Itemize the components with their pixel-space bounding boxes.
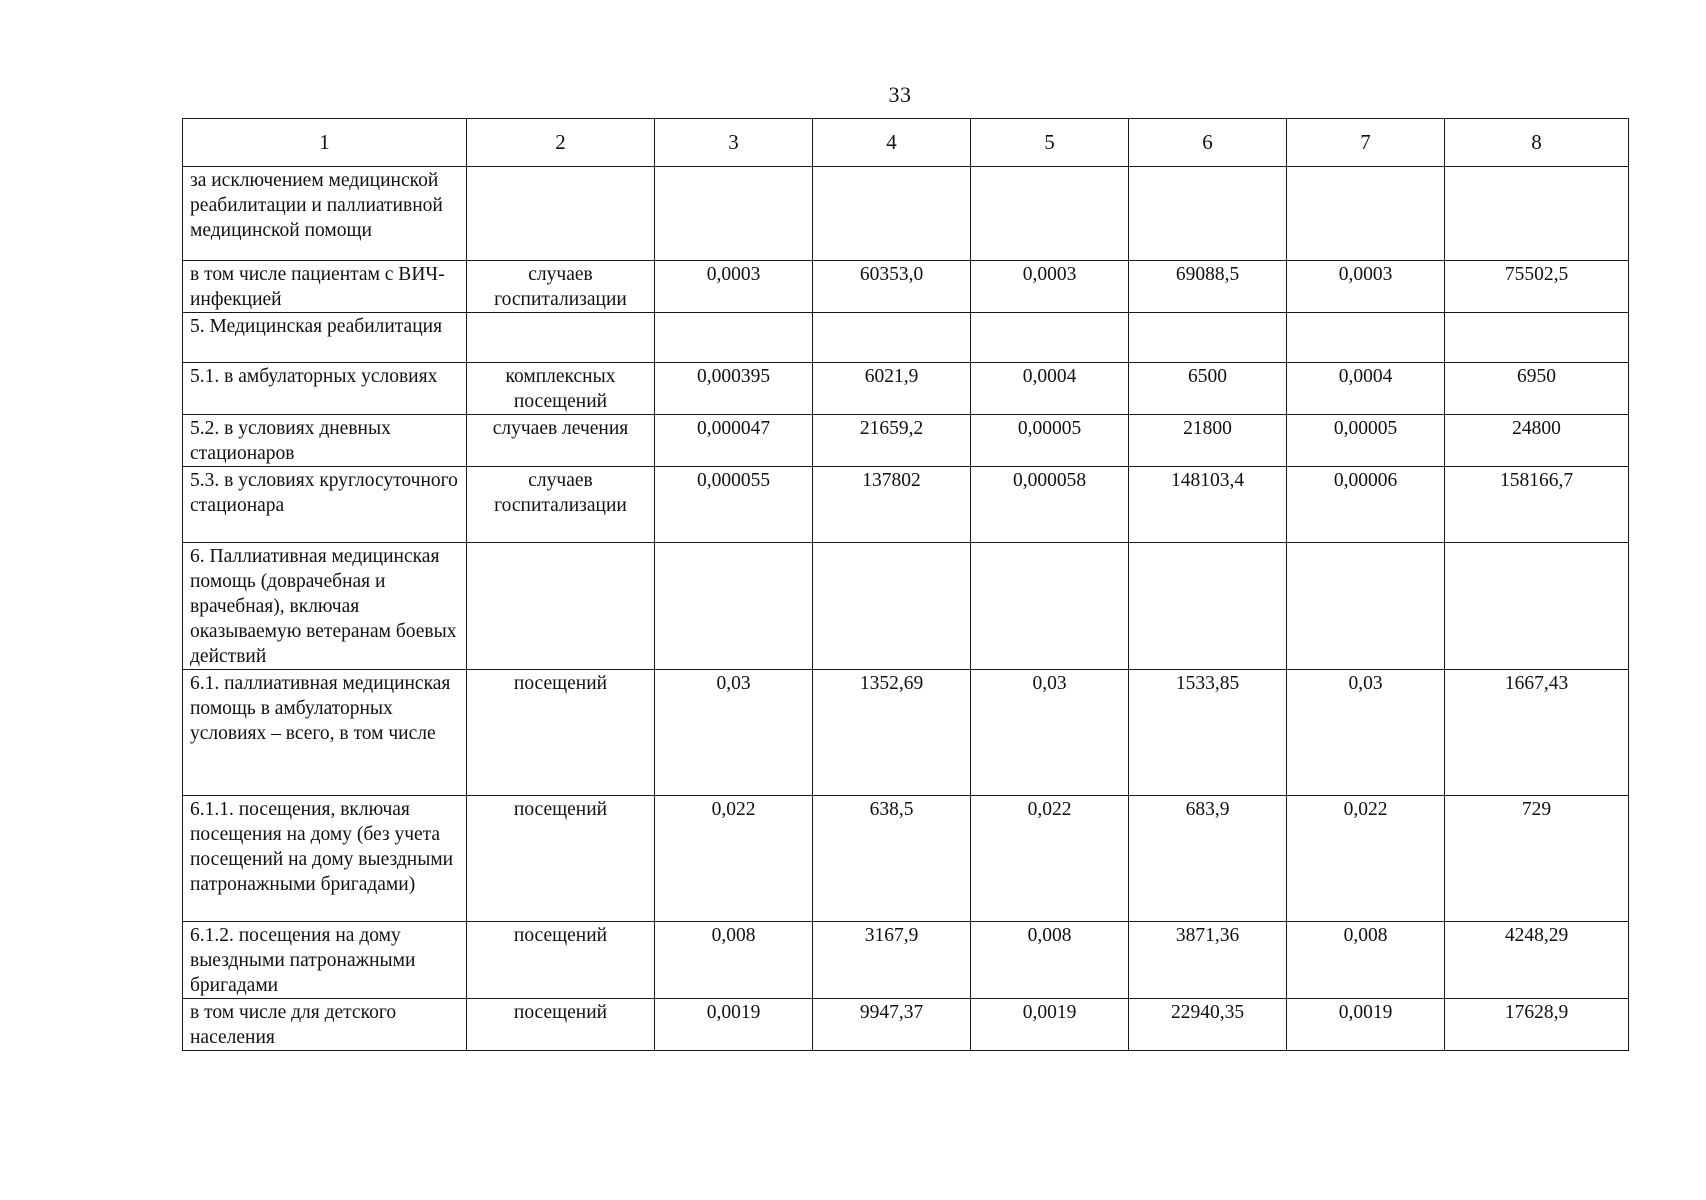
row-value-col8: 17628,9: [1445, 999, 1629, 1051]
row-value-col4: 6021,9: [813, 363, 971, 415]
row-value-col3: [655, 167, 813, 261]
table-row: [183, 415, 1629, 467]
row-value-col5: 0,022: [971, 796, 1129, 922]
row-value-col3: 0,022: [655, 796, 813, 922]
row-name: 6.1. паллиативная медицинская помощь в амбулаторных условиях – всего, в том числе: [183, 670, 467, 796]
column-header-4: 4: [813, 119, 971, 167]
row-value-col5: [971, 543, 1129, 670]
row-value-col5: 0,000058: [971, 467, 1129, 543]
row-name: 5.2. в условиях дневных стационаров: [183, 415, 467, 467]
row-value-col4: 137802: [813, 467, 971, 543]
row-unit: случаев лечения: [467, 415, 655, 467]
row-value-col8: [1445, 167, 1629, 261]
row-value-col8: [1445, 313, 1629, 363]
row-unit: посещений: [467, 999, 655, 1051]
column-header-6: 6: [1129, 119, 1287, 167]
row-name: в том числе пациентам с ВИЧ-инфекцией: [183, 261, 467, 313]
row-unit: [467, 167, 655, 261]
row-value-col5: 0,0019: [971, 999, 1129, 1051]
row-value-col6: 683,9: [1129, 796, 1287, 922]
row-name: 6.1.1. посещения, включая посещения на дому (без учета посещений на дому выездными патронажными бригадами): [183, 796, 467, 922]
row-value-col4: 21659,2: [813, 415, 971, 467]
row-value-col7: 0,0004: [1287, 363, 1445, 415]
row-value-col3: 0,000055: [655, 467, 813, 543]
table-row: [183, 796, 1629, 922]
row-value-col3: [655, 313, 813, 363]
row-value-col6: 69088,5: [1129, 261, 1287, 313]
row-value-col4: 638,5: [813, 796, 971, 922]
table-row: [183, 261, 1629, 313]
row-value-col4: 60353,0: [813, 261, 971, 313]
row-value-col7: 0,0019: [1287, 999, 1445, 1051]
row-unit: [467, 313, 655, 363]
row-value-col3: 0,000395: [655, 363, 813, 415]
row-name: 6. Паллиативная медицинская помощь (доврачебная и врачебная), включая оказываемую ветеранам боевых действий: [183, 543, 467, 670]
row-unit: [467, 543, 655, 670]
row-unit: комплексных посещений: [467, 363, 655, 415]
table-row: [183, 467, 1629, 543]
row-value-col8: 6950: [1445, 363, 1629, 415]
row-value-col8: [1445, 543, 1629, 670]
row-value-col7: 0,022: [1287, 796, 1445, 922]
row-unit: посещений: [467, 796, 655, 922]
row-value-col5: 0,0004: [971, 363, 1129, 415]
row-value-col7: 0,008: [1287, 922, 1445, 999]
row-value-col4: 1352,69: [813, 670, 971, 796]
row-value-col6: 22940,35: [1129, 999, 1287, 1051]
row-value-col5: [971, 313, 1129, 363]
table-header: [183, 119, 1629, 167]
row-value-col3: 0,008: [655, 922, 813, 999]
row-name: 6.1.2. посещения на дому выездными патронажными бригадами: [183, 922, 467, 999]
data-table-container: [182, 118, 1628, 1051]
row-value-col8: 75502,5: [1445, 261, 1629, 313]
row-value-col6: 6500: [1129, 363, 1287, 415]
row-value-col5: 0,00005: [971, 415, 1129, 467]
row-value-col6: [1129, 543, 1287, 670]
row-value-col8: 4248,29: [1445, 922, 1629, 999]
row-unit: случаев госпитализации: [467, 467, 655, 543]
row-value-col4: 9947,37: [813, 999, 971, 1051]
row-value-col5: [971, 167, 1129, 261]
row-value-col3: 0,000047: [655, 415, 813, 467]
header-row: [183, 119, 1629, 167]
row-value-col5: 0,0003: [971, 261, 1129, 313]
row-name: 5.1. в амбулаторных условиях: [183, 363, 467, 415]
column-header-8: 8: [1445, 119, 1629, 167]
row-value-col4: [813, 313, 971, 363]
row-value-col6: 3871,36: [1129, 922, 1287, 999]
column-header-2: 2: [467, 119, 655, 167]
row-value-col8: 1667,43: [1445, 670, 1629, 796]
row-value-col4: 3167,9: [813, 922, 971, 999]
column-header-5: 5: [971, 119, 1129, 167]
row-unit: посещений: [467, 670, 655, 796]
table-row: [183, 313, 1629, 363]
table-row: [183, 999, 1629, 1051]
row-value-col5: 0,03: [971, 670, 1129, 796]
row-value-col6: 148103,4: [1129, 467, 1287, 543]
table-row: [183, 363, 1629, 415]
row-value-col4: [813, 167, 971, 261]
row-value-col3: 0,0019: [655, 999, 813, 1051]
row-value-col8: 24800: [1445, 415, 1629, 467]
row-value-col7: [1287, 313, 1445, 363]
row-name: 5. Медицинская реабилитация: [183, 313, 467, 363]
row-value-col4: [813, 543, 971, 670]
page-number: 33: [888, 82, 912, 107]
row-value-col7: 0,03: [1287, 670, 1445, 796]
row-value-col7: 0,00006: [1287, 467, 1445, 543]
row-value-col7: [1287, 543, 1445, 670]
row-name: 5.3. в условиях круглосуточного стационара: [183, 467, 467, 543]
table-body: [183, 167, 1629, 1051]
row-value-col7: 0,0003: [1287, 261, 1445, 313]
column-header-1: 1: [183, 119, 467, 167]
column-header-3: 3: [655, 119, 813, 167]
row-value-col6: [1129, 313, 1287, 363]
row-value-col3: 0,0003: [655, 261, 813, 313]
row-value-col3: 0,03: [655, 670, 813, 796]
row-value-col5: 0,008: [971, 922, 1129, 999]
table-row: [183, 670, 1629, 796]
row-unit: случаев госпитализации: [467, 261, 655, 313]
column-header-7: 7: [1287, 119, 1445, 167]
row-value-col8: 158166,7: [1445, 467, 1629, 543]
table-row: [183, 922, 1629, 999]
row-value-col8: 729: [1445, 796, 1629, 922]
data-table: [182, 118, 1629, 1051]
row-value-col7: 0,00005: [1287, 415, 1445, 467]
row-name: в том числе для детского населения: [183, 999, 467, 1051]
table-row: [183, 543, 1629, 670]
row-value-col3: [655, 543, 813, 670]
row-value-col7: [1287, 167, 1445, 261]
table-row: [183, 167, 1629, 261]
row-unit: посещений: [467, 922, 655, 999]
row-value-col6: 21800: [1129, 415, 1287, 467]
row-name: за исключением медицинской реабилитации и паллиативной медицинской помощи: [183, 167, 467, 261]
row-value-col6: [1129, 167, 1287, 261]
row-value-col6: 1533,85: [1129, 670, 1287, 796]
